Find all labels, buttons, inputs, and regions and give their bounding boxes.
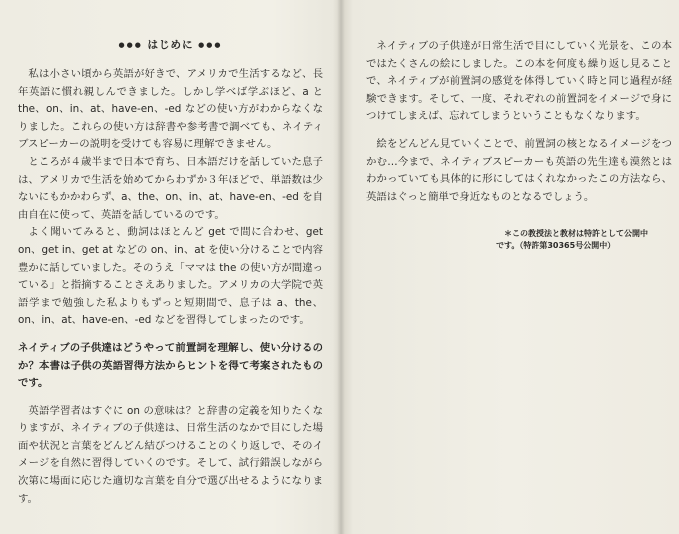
- section-heading: [18, 38, 323, 52]
- intro-paragraph-2: ところが４歳半まで日本で育ち、日本語だけを話していた息子は、アメリカで生活を始めてからわずか３年ほどで、単語数は少ないにもかかわらず、a、the、on、in、at、have-en、-ed を自由自在に使って、英語を話しているのです。: [18, 155, 323, 221]
- paragraph-gap: [18, 393, 323, 403]
- intro-paragraph-5: 英語学習者はすぐに on の意味は？と辞書の定義を知りたくなりますが、ネイティブの子供達は、日常生活のなかで目にした場面や状況と言葉をどんどん結びつけることのくり返しで、そのイメージを自然に習得していくのです。そして、試行錯誤しながら次第に場面に応じた適切な言葉を自分で選び出せるようになります。: [18, 404, 323, 505]
- heading-dots-left: ●●●: [118, 41, 143, 49]
- key-question-paragraph: ネイティブの子供達はどうやって前置詞を理解し、使い分けるのか？本書は子供の英語習得方法からヒントを得て考案されたものです。: [18, 341, 323, 390]
- book-gutter: [337, 0, 345, 534]
- heading-dots-right: ●●●: [198, 41, 223, 49]
- patent-note-line-2: です。（特許第30365号公開中）: [496, 241, 616, 250]
- intro-paragraph-1: 私は小さい頃から英語が好きで、アメリカで生活するなど、長年英語に慣れ親しんできました。しかし学べば学ぶほど、a と the、on、in、at、have-en、-ed などの使い方がわからなくなりました。これらの使い方は辞書や参考書で調べても、ネイティブスピーカーの説明を受けても容易に理解できません。: [18, 68, 323, 151]
- heading-title: はじめに: [147, 39, 194, 51]
- patent-note-line-1: ＊この教授法と教材は特許として公開中: [504, 229, 648, 238]
- patent-note: [496, 228, 674, 252]
- right-paragraph-1: ネイティブの子供達が日常生活で目にしていく光景を、この本ではたくさんの絵にしました。この本を何度も繰り返し見ることで、ネイティブが前置詞の感覚を体得していく時と同じ過程が経験できます。そして、一度、それぞれの前置詞をイメージで身につけてしまえば、忘れてしまうということもなくなります。: [366, 40, 672, 123]
- paragraph-gap: [366, 126, 672, 136]
- left-page: [18, 38, 323, 508]
- paragraph-gap: [18, 330, 323, 340]
- intro-paragraph-3: よく聞いてみると、動詞はほとんど get で間に合わせ、get on、get in、get at などの on、in、at を使い分けることで内容豊かに話していました。そのうえ「ママは the の使い方が間違っている」と指摘することさえありました。アメリカの大学院で英語学まで勉強した私よりもずっと短期間で、息子は a、the、on、in、at、have-en、-ed などを習得してしまったのです。: [18, 226, 323, 327]
- right-paragraph-2: 絵をどんどん見ていくことで、前置詞の核となるイメージをつかむ…今まで、ネイティブスピーカーも英語の先生達も漠然とはわかっていても具体的に形にしてはくれなかったこの方法なら、英語はぐっと簡単で身近なものとなるでしょう。: [366, 137, 672, 203]
- right-page: [366, 38, 672, 206]
